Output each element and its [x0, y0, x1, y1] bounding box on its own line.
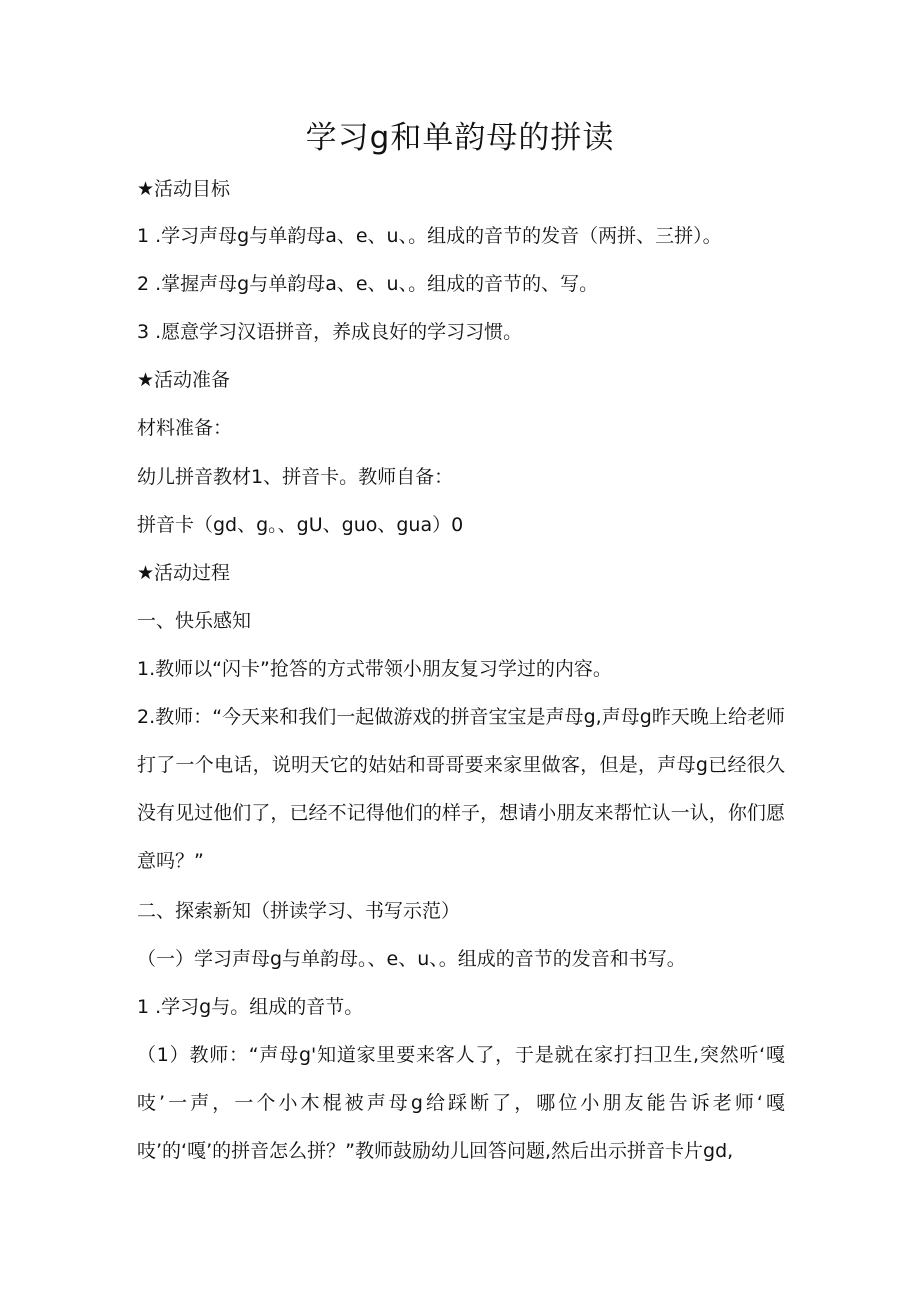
part-1-heading: 一、快乐感知 — [137, 610, 252, 632]
prep-cards: 拼音卡（gd、g。、gU、guo、gua）0 — [137, 514, 464, 536]
goal-item-3: 3 .愿意学习汉语拼音，养成良好的学习习惯。 — [137, 321, 523, 343]
step-2: 2.教师：“今天来和我们一起做游戏的拼音宝宝是声母g,声母g昨天晚上给老师打了一个电话，说明天它的姑姑和哥哥要来家里做客，但是，声母g已经很久没有见过他们了，已经不记得他们的样子，想请小朋友来帮忙认一认，你们愿意吗？” — [137, 706, 785, 872]
item-1-1: （1）教师：“声母g'知道家里要来客人了，于是就在家打扫卫生,突然听‘嘎吱’一声，一个小木棍被声母g给踩断了，哪位小朋友能告诉老师‘嘎吱’的‘嘎’的拼音怎么拼？”教师鼓励幼儿回答问题,然后出示拼音卡片gd, — [137, 1044, 785, 1162]
prep-materials: 材料准备： — [137, 417, 233, 439]
prep-children: 幼儿拼音教材1、拼音卡。教师自备： — [137, 466, 454, 488]
goal-item-1: 1 .学习声母g与单韵母a、e、u、。组成的音节的发音（两拼、三拼）。 — [137, 225, 722, 247]
document-title: 学习g和单韵母的拼读 — [305, 120, 615, 156]
goals-heading: ★活动目标 — [137, 178, 231, 200]
item-1: 1 .学习g与。组成的音节。 — [137, 996, 364, 1018]
process-heading: ★活动过程 — [137, 562, 231, 584]
goal-item-2: 2 .掌握声母g与单韵母a、e、u、。组成的音节的、写。 — [137, 273, 599, 295]
step-1: 1.教师以“闪卡”抢答的方式带领小朋友复习学过的内容。 — [137, 658, 612, 680]
sub-section-1: （一）学习声母g与单韵母。、e、u、。组成的音节的发音和书写。 — [137, 948, 686, 970]
part-2-heading: 二、探索新知（拼读学习、书写示范） — [137, 900, 461, 922]
prep-heading: ★活动准备 — [137, 369, 231, 391]
